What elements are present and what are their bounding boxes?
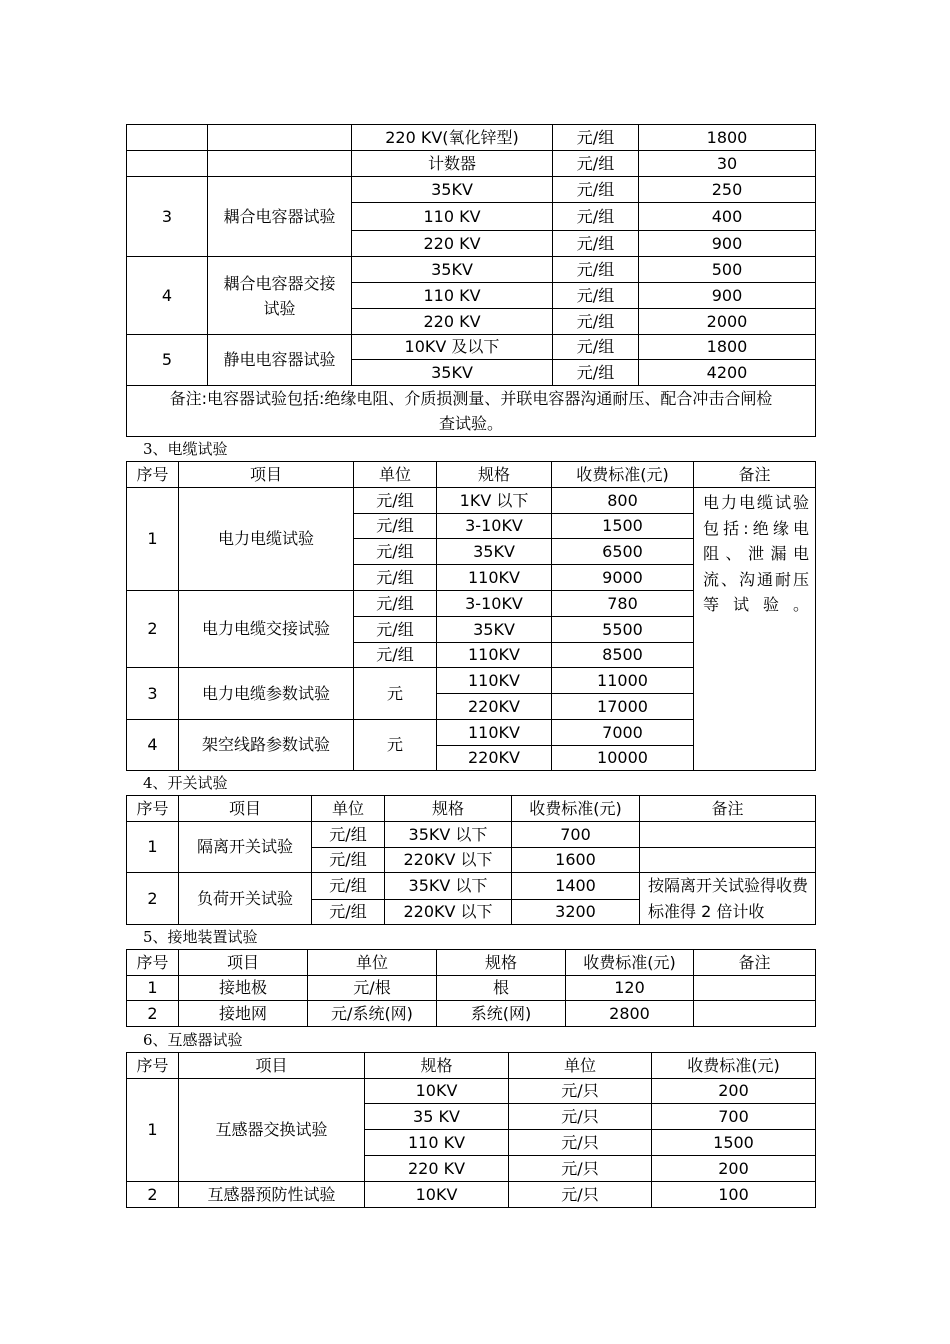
spec-cell: 110 KV (352, 283, 553, 309)
header-spec: 规格 (437, 950, 566, 976)
section-title-transformer: 6、互感器试验 (143, 1031, 243, 1049)
header-fee: 收费标准(元) (566, 950, 694, 976)
table-row (127, 386, 816, 437)
remark-cell (640, 848, 816, 873)
unit-cell: 元/根 (308, 976, 437, 1001)
table-row (127, 488, 816, 514)
header-spec: 规格 (365, 1053, 509, 1079)
spec-cell: 35KV (352, 257, 553, 283)
spec-cell: 220KV (437, 746, 552, 771)
fee-cell: 1600 (512, 848, 640, 873)
item-cell (208, 125, 352, 151)
table-note (127, 386, 816, 437)
item-cell: 隔离开关试验 (179, 822, 312, 873)
remark-cell (640, 873, 816, 925)
unit-cell: 元/组 (553, 125, 639, 151)
header-fee: 收费标准(元) (512, 796, 640, 822)
note-text: 备注:电容器试验包括:绝缘电阻、介质损测量、并联电容器沟通耐压、配合冲击合闸检查试验。 (169, 389, 773, 433)
spec-cell: 35KV (352, 360, 553, 386)
unit-cell: 元 (354, 720, 437, 771)
unit-cell: 元/只 (509, 1130, 652, 1156)
unit-cell: 元/组 (553, 283, 639, 309)
section-title-cable: 3、电缆试验 (143, 440, 228, 458)
remark-text: 电力电缆试验包括:绝缘电阻、泄漏电流、沟通耐压等试验。 (703, 493, 809, 614)
header-no: 序号 (127, 462, 179, 488)
fee-cell: 200 (652, 1156, 816, 1182)
fee-cell: 4200 (639, 360, 816, 386)
unit-cell: 元/组 (354, 565, 437, 591)
fee-cell: 500 (639, 257, 816, 283)
unit-cell: 元/组 (312, 873, 385, 900)
item-cell: 电力电缆试验 (179, 488, 354, 591)
spec-cell: 220 KV (352, 231, 553, 257)
unit-cell: 元/组 (553, 177, 639, 203)
spec-cell: 110KV (437, 643, 552, 668)
unit-cell: 元/只 (509, 1104, 652, 1130)
header-spec: 规格 (385, 796, 512, 822)
no-cell: 1 (127, 976, 179, 1001)
spec-cell: 110KV (437, 668, 552, 694)
fee-cell: 6500 (552, 539, 694, 565)
no-cell: 4 (127, 720, 179, 771)
no-cell: 2 (127, 591, 179, 668)
header-unit: 单位 (308, 950, 437, 976)
spec-cell: 220KV 以下 (385, 848, 512, 873)
header-remark: 备注 (694, 950, 816, 976)
table-row (127, 976, 816, 1001)
spec-cell: 3-10KV (437, 514, 552, 539)
item-cell: 耦合电容器交接试验 (208, 257, 352, 335)
unit-cell: 元/组 (553, 203, 639, 231)
header-item: 项目 (179, 950, 308, 976)
item-cell: 负荷开关试验 (179, 873, 312, 925)
section-title-switch: 4、开关试验 (143, 774, 228, 792)
table-row (127, 151, 816, 177)
fee-cell: 17000 (552, 694, 694, 720)
spec-cell: 110KV (437, 720, 552, 746)
header-item: 项目 (179, 1053, 365, 1079)
fee-cell: 400 (639, 203, 816, 231)
header-remark: 备注 (640, 796, 816, 822)
item-cell: 接地极 (179, 976, 308, 1001)
spec-cell: 计数器 (352, 151, 553, 177)
spec-cell: 根 (437, 976, 566, 1001)
spec-cell: 10KV 及以下 (352, 335, 553, 360)
fee-cell: 5500 (552, 617, 694, 643)
no-cell (127, 151, 208, 177)
no-cell (127, 125, 208, 151)
spec-cell: 110 KV (365, 1130, 509, 1156)
cable-test-table (126, 461, 816, 771)
no-cell: 2 (127, 1001, 179, 1027)
table-row (127, 1079, 816, 1104)
item-cell: 电力电缆交接试验 (179, 591, 354, 668)
item-cell: 互感器交换试验 (179, 1079, 365, 1182)
unit-cell: 元/组 (354, 591, 437, 617)
fee-cell: 2000 (639, 309, 816, 335)
unit-cell: 元/组 (354, 643, 437, 668)
fee-cell: 900 (639, 231, 816, 257)
fee-cell: 11000 (552, 668, 694, 694)
header-item: 项目 (179, 796, 312, 822)
fee-cell: 3200 (512, 899, 640, 925)
header-no: 序号 (127, 950, 179, 976)
spec-cell: 110KV (437, 565, 552, 591)
fee-cell: 100 (652, 1182, 816, 1208)
unit-cell: 元/组 (312, 899, 385, 925)
table-row (127, 1182, 816, 1208)
table-header-row (127, 796, 816, 822)
unit-cell: 元/组 (354, 488, 437, 514)
table-row (127, 335, 816, 360)
fee-cell: 900 (639, 283, 816, 309)
table-row (127, 822, 816, 848)
unit-cell: 元/系统(网) (308, 1001, 437, 1027)
unit-cell: 元/组 (553, 360, 639, 386)
table-header-row (127, 462, 816, 488)
spec-cell: 系统(网) (437, 1001, 566, 1027)
spec-cell: 35KV (437, 539, 552, 565)
fee-cell: 1500 (552, 514, 694, 539)
remark-cell (694, 976, 816, 1001)
unit-cell: 元/组 (553, 309, 639, 335)
fee-cell: 1800 (639, 125, 816, 151)
no-cell: 1 (127, 1079, 179, 1182)
header-spec: 规格 (437, 462, 552, 488)
unit-cell: 元/组 (553, 257, 639, 283)
table-header-row (127, 1053, 816, 1079)
fee-cell: 700 (512, 822, 640, 848)
spec-cell: 220KV (437, 694, 552, 720)
fee-cell: 8500 (552, 643, 694, 668)
header-unit: 单位 (509, 1053, 652, 1079)
fee-cell: 250 (639, 177, 816, 203)
no-cell: 3 (127, 668, 179, 720)
spec-cell: 35KV (352, 177, 553, 203)
spec-cell: 110 KV (352, 203, 553, 231)
remark-cell (640, 822, 816, 848)
no-cell: 2 (127, 873, 179, 925)
unit-cell: 元 (354, 668, 437, 720)
fee-cell: 9000 (552, 565, 694, 591)
fee-cell: 7000 (552, 720, 694, 746)
spec-cell: 220 KV(氧化锌型) (352, 125, 553, 151)
header-item: 项目 (179, 462, 354, 488)
spec-cell: 35KV (437, 617, 552, 643)
spec-cell: 220 KV (365, 1156, 509, 1182)
no-cell: 4 (127, 257, 208, 335)
table-row (127, 177, 816, 203)
item-cell: 静电电容器试验 (208, 335, 352, 386)
fee-cell: 120 (566, 976, 694, 1001)
spec-cell: 35KV 以下 (385, 873, 512, 900)
remark-text: 按隔离开关试验得收费标准得 2 倍计收 (648, 876, 809, 921)
unit-cell: 元/组 (354, 617, 437, 643)
fee-cell: 1500 (652, 1130, 816, 1156)
item-cell: 架空线路参数试验 (179, 720, 354, 771)
item-cell: 电力电缆参数试验 (179, 668, 354, 720)
item-cell: 互感器预防性试验 (179, 1182, 365, 1208)
item-cell (208, 151, 352, 177)
fee-cell: 700 (652, 1104, 816, 1130)
no-cell: 1 (127, 822, 179, 873)
table-header-row (127, 950, 816, 976)
unit-cell: 元/只 (509, 1079, 652, 1104)
unit-cell: 元/组 (553, 335, 639, 360)
switch-test-table (126, 795, 816, 925)
no-cell: 5 (127, 335, 208, 386)
spec-cell: 220 KV (352, 309, 553, 335)
fee-cell: 30 (639, 151, 816, 177)
fee-cell: 1400 (512, 873, 640, 900)
fee-cell: 1800 (639, 335, 816, 360)
header-fee: 收费标准(元) (552, 462, 694, 488)
unit-cell: 元/组 (312, 822, 385, 848)
grounding-test-table (126, 949, 816, 1027)
table-row (127, 257, 816, 283)
spec-cell: 35KV 以下 (385, 822, 512, 848)
header-unit: 单位 (312, 796, 385, 822)
no-cell: 1 (127, 488, 179, 591)
unit-cell: 元/组 (312, 848, 385, 873)
capacitor-test-table (126, 124, 816, 437)
header-no: 序号 (127, 1053, 179, 1079)
spec-cell: 1KV 以下 (437, 488, 552, 514)
spec-cell: 10KV (365, 1182, 509, 1208)
spec-cell: 3-10KV (437, 591, 552, 617)
fee-cell: 2800 (566, 1001, 694, 1027)
header-no: 序号 (127, 796, 179, 822)
spec-cell: 35 KV (365, 1104, 509, 1130)
transformer-test-table (126, 1052, 816, 1208)
table-row (127, 125, 816, 151)
unit-cell: 元/只 (509, 1156, 652, 1182)
spec-cell: 220KV 以下 (385, 899, 512, 925)
unit-cell: 元/组 (354, 539, 437, 565)
fee-cell: 780 (552, 591, 694, 617)
fee-cell: 200 (652, 1079, 816, 1104)
fee-cell: 10000 (552, 746, 694, 771)
table-row (127, 873, 816, 900)
unit-cell: 元/组 (553, 151, 639, 177)
section-title-grounding: 5、接地装置试验 (143, 928, 258, 946)
item-cell: 耦合电容器试验 (208, 177, 352, 257)
spec-cell: 10KV (365, 1079, 509, 1104)
unit-cell: 元/组 (553, 231, 639, 257)
no-cell: 2 (127, 1182, 179, 1208)
remark-cell (694, 488, 816, 771)
fee-cell: 800 (552, 488, 694, 514)
item-cell: 接地网 (179, 1001, 308, 1027)
header-remark: 备注 (694, 462, 816, 488)
no-cell: 3 (127, 177, 208, 257)
remark-cell (694, 1001, 816, 1027)
unit-cell: 元/只 (509, 1182, 652, 1208)
header-fee: 收费标准(元) (652, 1053, 816, 1079)
header-unit: 单位 (354, 462, 437, 488)
unit-cell: 元/组 (354, 514, 437, 539)
table-row (127, 1001, 816, 1027)
